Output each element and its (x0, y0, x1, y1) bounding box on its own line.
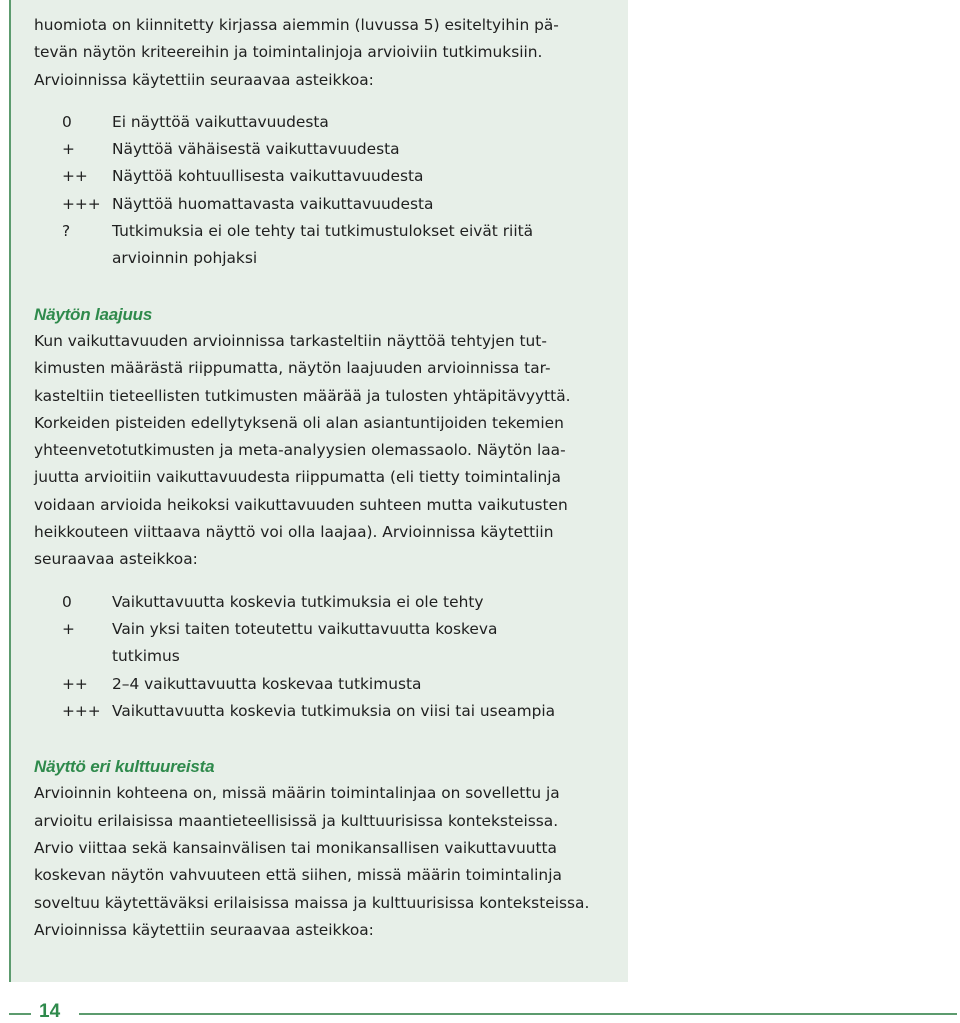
text-line: koskevan näytön vahvuuteen että siihen, missä määrin toimintalinja (34, 866, 562, 885)
scale-description: Näyttöä kohtuullisesta vaikuttavuudesta (112, 167, 424, 186)
text-line: arvioitu erilaisissa maantieteellisissä ja kulttuurisissa konteksteissa. (34, 811, 559, 830)
intro-paragraph (34, 12, 606, 94)
scale-item (34, 136, 606, 163)
scale-symbol: +++ (62, 701, 101, 720)
scale-description: Näyttöä vähäisestä vaikuttavuudesta (112, 140, 400, 159)
scale-symbol: ++ (62, 167, 88, 186)
text-line: Arvioinnissa käytettiin seuraavaa asteikkoa: (34, 920, 374, 939)
scale-item (34, 109, 606, 136)
cultural-evidence-paragraph (34, 780, 606, 944)
scale-description: Vaikuttavuutta koskevia tutkimuksia on viisi tai useampia (112, 701, 556, 720)
page-number: 14 (39, 1001, 61, 1022)
text-line: tevän näytön kriteereihin ja toimintalinjoja arvioiviin tutkimuksiin. (34, 43, 543, 62)
text-line: Korkeiden pisteiden edellytyksenä oli alan asiantuntijoiden tekemien (34, 413, 564, 432)
evidence-scope-paragraph (34, 328, 606, 574)
scale-description: Ei näyttöä vaikuttavuudesta (112, 112, 329, 131)
scale-symbol: + (62, 140, 75, 159)
text-line: kasteltiin tieteellisten tutkimusten määrää ja tulosten yhtäpitävyyttä. (34, 386, 571, 405)
text-line: yhteenvetotutkimusten ja meta-analyysien olemassaolo. Näytön laa- (34, 441, 566, 460)
scale-description: Näyttöä huomattavasta vaikuttavuudesta (112, 194, 434, 213)
effectiveness-scale (34, 109, 606, 273)
scale-item (34, 163, 606, 190)
text-line: soveltuu käytettäväksi erilaisissa maissa ja kulttuurisissa konteksteissa. (34, 893, 590, 912)
scale-item (34, 698, 606, 725)
page-content (34, 12, 606, 944)
scale-item (34, 191, 606, 218)
footer-rule-left (9, 1013, 31, 1015)
text-line: kimusten määrästä riippumatta, näytön laajuuden arvioinnissa tar- (34, 359, 551, 378)
section-heading-cultural-evidence: Näyttö eri kulttuureista (34, 757, 215, 777)
scale-description: 2–4 vaikuttavuutta koskevaa tutkimusta (112, 674, 422, 693)
scale-symbol: 0 (62, 112, 72, 131)
text-line: voidaan arvioida heikoksi vaikuttavuuden suhteen mutta vaikutusten (34, 495, 568, 514)
scale-symbol: ? (62, 222, 71, 241)
section-heading-evidence-scope: Näytön laajuus (34, 304, 153, 324)
text-line: Arvioinnin kohteena on, missä määrin toimintalinjaa on sovellettu ja (34, 784, 560, 803)
evidence-scope-scale (34, 589, 606, 725)
text-line: Arvioinnissa käytettiin seuraavaa asteikkoa: (34, 70, 374, 89)
scale-symbol: 0 (62, 592, 72, 611)
text-line: Kun vaikuttavuuden arvioinnissa tarkasteltiin näyttöä tehtyjen tut- (34, 331, 547, 350)
scale-item (34, 589, 606, 616)
scale-item (34, 616, 606, 671)
text-line: juutta arvioitiin vaikuttavuudesta riippumatta (eli tietty toimintalinja (34, 468, 561, 487)
scale-symbol: +++ (62, 194, 101, 213)
scale-item (34, 218, 606, 273)
text-line: huomiota on kiinnitetty kirjassa aiemmin (luvussa 5) esiteltyihin pä- (34, 16, 559, 34)
scale-description: Vaikuttavuutta koskevia tutkimuksia ei ole tehty (112, 592, 484, 611)
text-line: heikkouteen viittaava näyttö voi olla laajaa). Arvioinnissa käytettiin (34, 523, 554, 542)
footer-rule-right (79, 1013, 957, 1015)
scale-symbol: + (62, 619, 75, 638)
text-line: seuraavaa asteikkoa: (34, 550, 198, 569)
scale-symbol: ++ (62, 674, 88, 693)
scale-description: Vain yksi taiten toteutettu vaikuttavuutta koskeva tutkimus (112, 619, 498, 666)
scale-description: Tutkimuksia ei ole tehty tai tutkimustulokset eivät riitä arvioinnin pohjaksi (112, 222, 534, 268)
scale-item (34, 671, 606, 698)
text-line: Arvio viittaa sekä kansainvälisen tai monikansallisen vaikuttavuutta (34, 839, 557, 858)
